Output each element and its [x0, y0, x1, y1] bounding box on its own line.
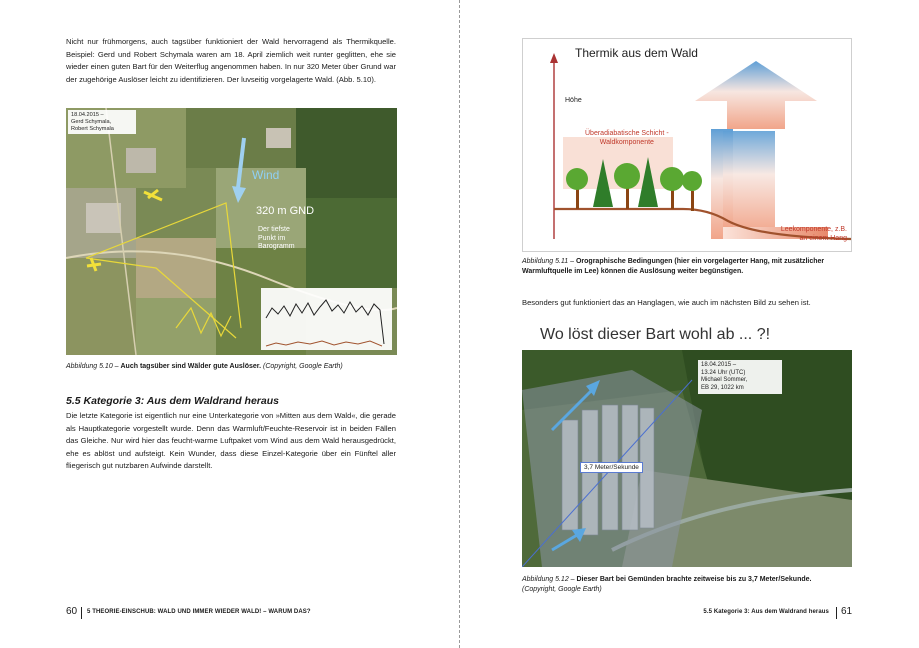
info-glider: EB 29, 1022 km — [701, 384, 744, 391]
figure-5-12-info-box — [698, 360, 782, 394]
layer-label-line-1: Überadiabatische Schicht - — [585, 130, 669, 137]
height-axis-label: Höhe — [565, 97, 582, 104]
figure-5-10-aerial-photo — [66, 108, 397, 355]
low-point-line-3: Barogramm — [258, 243, 295, 250]
page-gutter-divider — [459, 0, 460, 648]
figure-5-12-caption — [522, 575, 857, 595]
figure-5-11-caption — [522, 257, 852, 277]
figure-5-10-caption — [66, 362, 396, 372]
figure-5-11-diagram — [522, 38, 852, 252]
info-time: 13.24 Uhr (UTC) — [701, 369, 746, 376]
aerial-map-graphic — [66, 108, 397, 355]
wind-label: Wind — [252, 168, 280, 182]
right-intro-sentence: Besonders gut funktioniert das an Hanglagen, wie auch im nächsten Bild zu sehen ist. — [522, 298, 811, 307]
intro-paragraph: Nicht nur frühmorgens, auch tagsüber funktioniert der Wald hervorragend als Thermikquelle. Beispiel: Gerd und Robert Schymala waren am 18. April ziemlich weit runter geglitten, ehe sie wieder einen guten Bart für den Weiterflug angenommen haben. In nur 320 Meter über Grund war der zugehörige Auslöser leicht zu identifizieren. Der luvseitig vorgelagerte Wald. (Abb. 5.10). — [66, 37, 396, 84]
figure-5-12-title: Wo löst dieser Bart wohl ab ... ?! — [540, 326, 771, 343]
running-footer-left: 5 THEORIE-EINSCHUB: WALD UND IMMER WIEDER WALD! – WARUM DAS? — [87, 609, 311, 615]
lee-label — [747, 225, 847, 243]
thermal-diagram-graphic — [523, 39, 851, 251]
page-number-right: 61 — [841, 606, 853, 617]
low-point-line-1: Der tiefste — [258, 226, 290, 233]
info-pilot-2: Robert Schymala — [71, 125, 114, 132]
figure-5-10-info-box — [68, 110, 136, 134]
caption-bold: Dieser Bart bei Gemünden brachte zeitweise bis zu 3,7 Meter/Sekunde. — [576, 576, 812, 583]
caption-suffix: (Copyright, Google Earth) — [261, 363, 343, 370]
lee-label-line-2: an einem Hang — [799, 235, 847, 242]
low-point-label — [258, 226, 295, 252]
climb-rate-label: 3,7 Meter/Sekunde — [580, 462, 643, 473]
caption-prefix: Abbildung 5.11 – — [522, 258, 576, 265]
info-date: 18.04.2015 – — [701, 362, 737, 368]
lee-label-line-1: Leekomponente, z.B. — [780, 226, 847, 233]
caption-prefix: Abbildung 5.10 – — [66, 363, 121, 370]
caption-bold: Auch tagsüber sind Wälder gute Auslöser. — [120, 363, 262, 370]
running-footer-right: 5.5 Kategorie 3: Aus dem Waldrand heraus — [703, 609, 829, 615]
caption-suffix: (Copyright, Google Earth) — [522, 586, 602, 593]
gnd-label: 320 m GND — [256, 205, 315, 217]
info-date: 18.04.2015 – — [71, 112, 104, 118]
caption-prefix: Abbildung 5.12 – — [522, 576, 577, 583]
page-number-left: 60 — [66, 606, 78, 617]
section-paragraph: Die letzte Kategorie ist eigentlich nur eine Unterkategorie von »Mitten aus dem Wald«, die gerade als Hauptkategorie vorgestellt wurde. Denn das Warmluft/Feuchte-Reservoir ist in beiden Fällen das Gleiche. Nur wird hier das feucht-warme Luftpaket vom Wind aus dem Wald herausgedrückt, ehe es ablöst und aufsteigt. Kein Wunder, dass diese Einzel-Kategorie über ein Fünftel aller fliegerisch gut nutzbaren Aufwinde darstellt. — [66, 411, 396, 471]
low-point-line-2: Punkt im — [258, 234, 286, 242]
section-heading: 5.5 Kategorie 3: Aus dem Waldrand heraus — [66, 395, 279, 407]
footer-separator-left — [81, 607, 82, 619]
info-pilot: Michael Sommer, — [701, 377, 748, 383]
figure-5-12-aerial-photo — [522, 320, 852, 567]
layer-label — [585, 129, 669, 147]
layer-label-line-2: Waldkomponente — [599, 139, 654, 146]
valley-3d-graphic — [522, 350, 852, 567]
info-pilot-1: Gerd Schymala, — [71, 118, 112, 125]
diagram-title: Thermik aus dem Wald — [575, 46, 698, 60]
caption-bold: Orographische Bedingungen (hier ein vorgelagerter Hang, mit zusätzlicher Warmluftquelle im Lee) können die Auslösung weiter begünstigen. — [522, 258, 825, 275]
footer-separator-right — [836, 607, 837, 619]
